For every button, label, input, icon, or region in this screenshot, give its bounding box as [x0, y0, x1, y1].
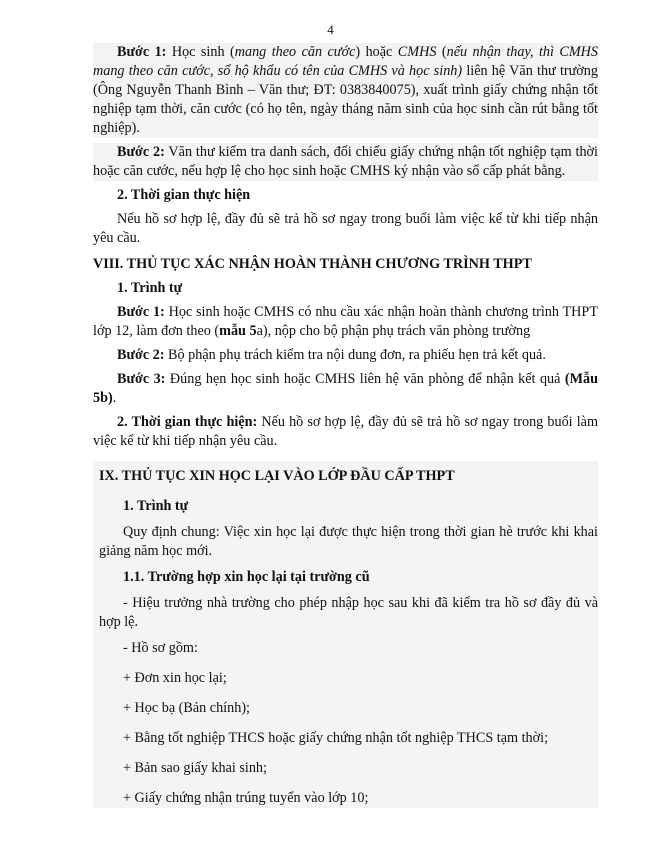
- text: Học sinh hoặc CMHS có nhu cầu xác nhận hoàn thành chương trình THPT lớp 12, làm đơn theo (: [93, 304, 598, 339]
- section9-trinh-tu: 1. Trình tự: [123, 498, 189, 514]
- list-item: + Học bạ (Bản chính);: [123, 700, 250, 716]
- section9-title: IX. THỦ TỤC XIN HỌC LẠI VÀO LỚP ĐẦU CẤP THPT: [99, 468, 455, 484]
- step2-label: Bước 2:: [117, 144, 165, 160]
- section9-sub-heading: 1.1. Trường hợp xin học lại tại trường cũ: [123, 569, 370, 585]
- step-label: Bước 1:: [117, 304, 165, 320]
- list-item: + Bản sao giấy khai sinh;: [123, 760, 267, 776]
- section8-step1: [93, 303, 598, 341]
- section9-hieu-truong: - Hiệu trưởng nhà trường cho phép nhập học sau khi đã kiểm tra hồ sơ đầy đủ và hợp lệ.: [99, 595, 598, 630]
- section8-step3: [93, 370, 598, 408]
- list-item: + Bằng tốt nghiệp THCS hoặc giấy chứng nhận tốt nghiệp THCS tạm thời;: [123, 730, 549, 746]
- text: liên hệ Văn thư trường (Ông Nguyễn Thanh Bình – Văn thư; ĐT: 0383840075), xuất trình giấy chứng nhận tốt nghiệp tạm thời, căn cước (có họ tên, ngày tháng năm sinh của học sinh cần rút bằng tốt nghiệp).: [93, 63, 598, 136]
- step1-label: Bước 1:: [117, 44, 167, 60]
- section8-title: VIII. THỦ TỤC XÁC NHẬN HOÀN THÀNH CHƯƠNG TRÌNH THPT: [93, 256, 532, 272]
- list-item: + Đơn xin học lại;: [123, 670, 227, 686]
- text: Nếu hồ sơ hợp lệ, đầy đủ sẽ trả hồ sơ ngay trong buổi làm việc kể từ khi tiếp nhận yêu cầu.: [93, 414, 598, 449]
- text-italic: nếu nhận thay, thì CMHS mang theo căn cước, sổ hộ khẩu có tên của CMHS và học sinh): [93, 44, 599, 79]
- step-label: 2. Thời gian thực hiện:: [117, 414, 258, 430]
- step1-paragraph: [93, 43, 598, 138]
- section9-block: [93, 461, 598, 808]
- page-number: 4: [327, 22, 334, 37]
- text: (: [436, 44, 447, 60]
- step-label: Bước 3:: [117, 371, 166, 387]
- section-heading: 2. Thời gian thực hiện: [117, 187, 251, 203]
- text: Đúng hẹn học sinh hoặc CMHS liên hệ văn phòng để nhận kết quả: [165, 371, 565, 387]
- step2-paragraph: [93, 143, 598, 181]
- text: Bộ phận phụ trách kiểm tra nội dung đơn, ra phiếu hẹn trả kết quả.: [164, 347, 546, 363]
- section9-quy-dinh: Quy định chung: Việc xin học lại được thực hiện trong thời gian hè trước khi khai giảng năm học mới.: [99, 524, 598, 559]
- section9-ho-so: - Hồ sơ gồm:: [123, 640, 198, 656]
- text-bold: mẫu 5: [219, 323, 257, 339]
- time-paragraph: Nếu hồ sơ hợp lệ, đầy đủ sẽ trả hồ sơ ngay trong buổi làm việc kể từ khi tiếp nhận yêu cầu.: [93, 211, 598, 246]
- section8-step2: [93, 346, 598, 365]
- text: a), nộp cho bộ phận phụ trách văn phòng trường: [256, 323, 531, 339]
- list-item: + Giấy chứng nhận trúng tuyển vào lớp 10;: [123, 790, 369, 806]
- text-bold: (Mẫu 5b): [93, 371, 598, 406]
- section8-trinh-tu: 1. Trình tự: [117, 280, 183, 296]
- text-italic: CMHS: [397, 44, 437, 60]
- section8-time: [93, 413, 598, 451]
- step-label: Bước 2:: [117, 347, 165, 363]
- text-italic: mang theo căn cước: [234, 44, 356, 60]
- text: Học sinh (: [166, 44, 235, 60]
- text: Văn thư kiểm tra danh sách, đối chiếu giấy chứng nhận tốt nghiệp tạm thời hoặc căn cước, nếu hợp lệ cho học sinh hoặc CMHS ký nhận vào sổ cấp phát bằng.: [93, 144, 598, 179]
- document-body: [93, 43, 598, 808]
- text: ) hoặc: [355, 44, 398, 60]
- text: .: [112, 390, 117, 406]
